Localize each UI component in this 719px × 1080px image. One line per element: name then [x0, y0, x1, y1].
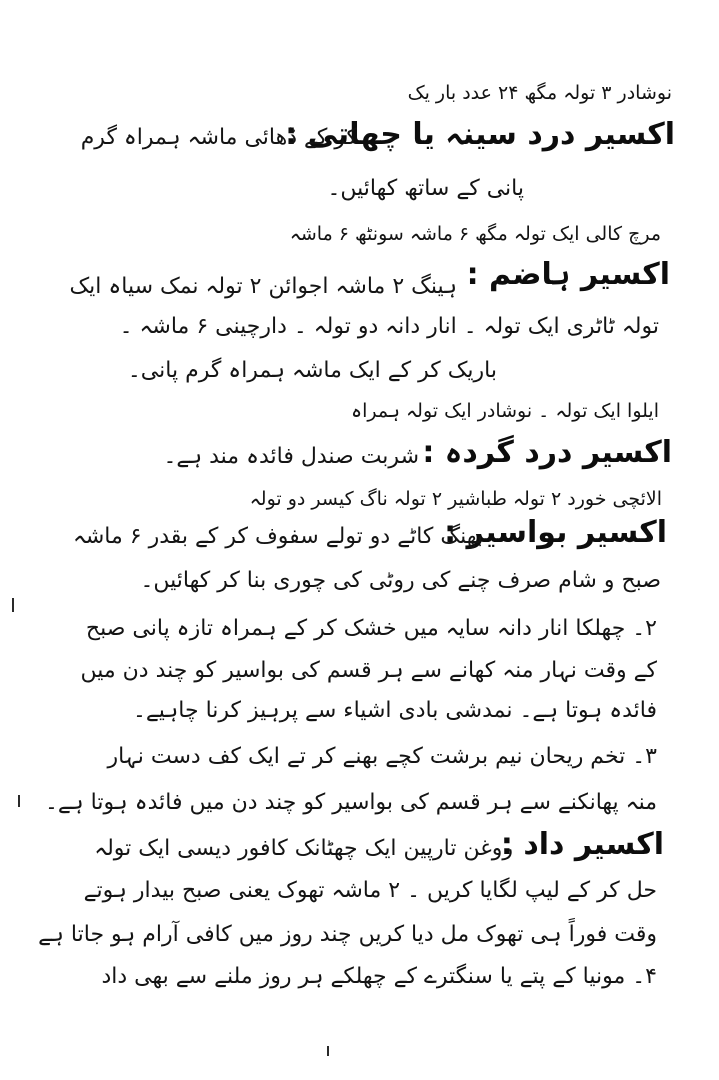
entry-1-above: نوشادر ۳ تولہ مگھ ۲۴ عدد بار یک — [407, 82, 672, 104]
entry-4-line-6: ۳۔ تخم ریحان نیم برشت کچے بھنے کر تے ایک کف دست نہار — [107, 744, 657, 769]
entry-4-line-5: فائدہ ہوتا ہے۔ نمدشی بادی اشیاء سے پرہیز کرنا چاہیے۔ — [132, 698, 657, 723]
entry-4-line-4: کے وقت نہار منہ کھانے سے ہر قسم کی بواسیر کو چند دن میں — [80, 658, 657, 683]
bottom-mark — [327, 1046, 329, 1056]
margin-mark-left-1 — [12, 598, 14, 612]
entry-4-heading: اکسیر بواسیر : — [444, 515, 667, 550]
entry-5-line-3: وقت فوراً ہی تھوک مل دیا کریں چند روز میں کافی آرام ہو جاتا ہے — [38, 922, 657, 947]
entry-3-above: ایلوا ایک تولہ ۔ نوشادر ایک تولہ ہمراہ — [350, 400, 659, 422]
entry-1-line-1: کر کے ڈھائی ماشہ ہمراہ گرم — [80, 125, 357, 150]
entry-3-line-1: شربت صندل فائدہ مند ہے۔ — [163, 444, 419, 469]
entry-2-line-2: تولہ ٹاٹری ایک تولہ ۔ انار دانہ دو تولہ ۔ دارچینی ۶ ماشہ ۔ — [119, 314, 659, 339]
entry-4-line-1: بھنگ کاٹے دو تولے سفوف کر کے بقدر ۶ ماشہ — [72, 524, 483, 549]
entry-5-line-1: روغن تارپین ایک چھٹانک کافور دیسی ایک تولہ — [94, 836, 513, 861]
entry-5-heading: اکسیر داد : — [500, 827, 664, 862]
entry-1-heading: اکسیر درد سینہ یا چھاتی : — [285, 117, 675, 152]
entry-5-line-4: ۴۔ مونیا کے پتے یا سنگترے کے چھلکے ہر روز ملنے سے بھی داد — [101, 964, 657, 989]
entry-2-heading: اکسیر ہاضم : — [466, 257, 670, 292]
entry-5-line-2: حل کر کے لیپ لگایا کریں ۔ ۲ ماشہ تھوک یعنی صبح بیدار ہوتے — [83, 878, 657, 903]
entry-4-line-3: ۲۔ چھلکا انار دانہ سایہ میں خشک کر کے ہمراہ تازہ پانی صبح — [85, 616, 657, 641]
entry-3-heading: اکسیر درد گردہ : — [422, 435, 672, 470]
margin-mark-left-2 — [18, 795, 20, 807]
entry-2-line-3: باریک کر کے ایک ماشہ ہمراہ گرم پانی۔ — [127, 358, 497, 383]
entry-4-above: الائچی خورد ۲ تولہ طباشیر ۲ تولہ ناگ کیسر دو تولہ — [249, 488, 662, 510]
entry-4-line-7: منہ پھانکنے سے ہر قسم کی بواسیر کو چند دن میں فائدہ ہوتا ہے۔ — [44, 790, 657, 815]
entry-4-line-2: صبح و شام صرف چنے کی روٹی کی چوری بنا کر کھائیں۔ — [140, 568, 661, 593]
entry-2-above: مرچ کالی ایک تولہ مگھ ۶ ماشہ سونٹھ ۶ ماشہ — [289, 223, 661, 245]
entry-1-line-2: پانی کے ساتھ کھائیں۔ — [327, 176, 524, 201]
entry-2-line-1: ہینگ ۲ ماشہ اجوائن ۲ تولہ نمک سیاہ ایک — [69, 274, 457, 299]
